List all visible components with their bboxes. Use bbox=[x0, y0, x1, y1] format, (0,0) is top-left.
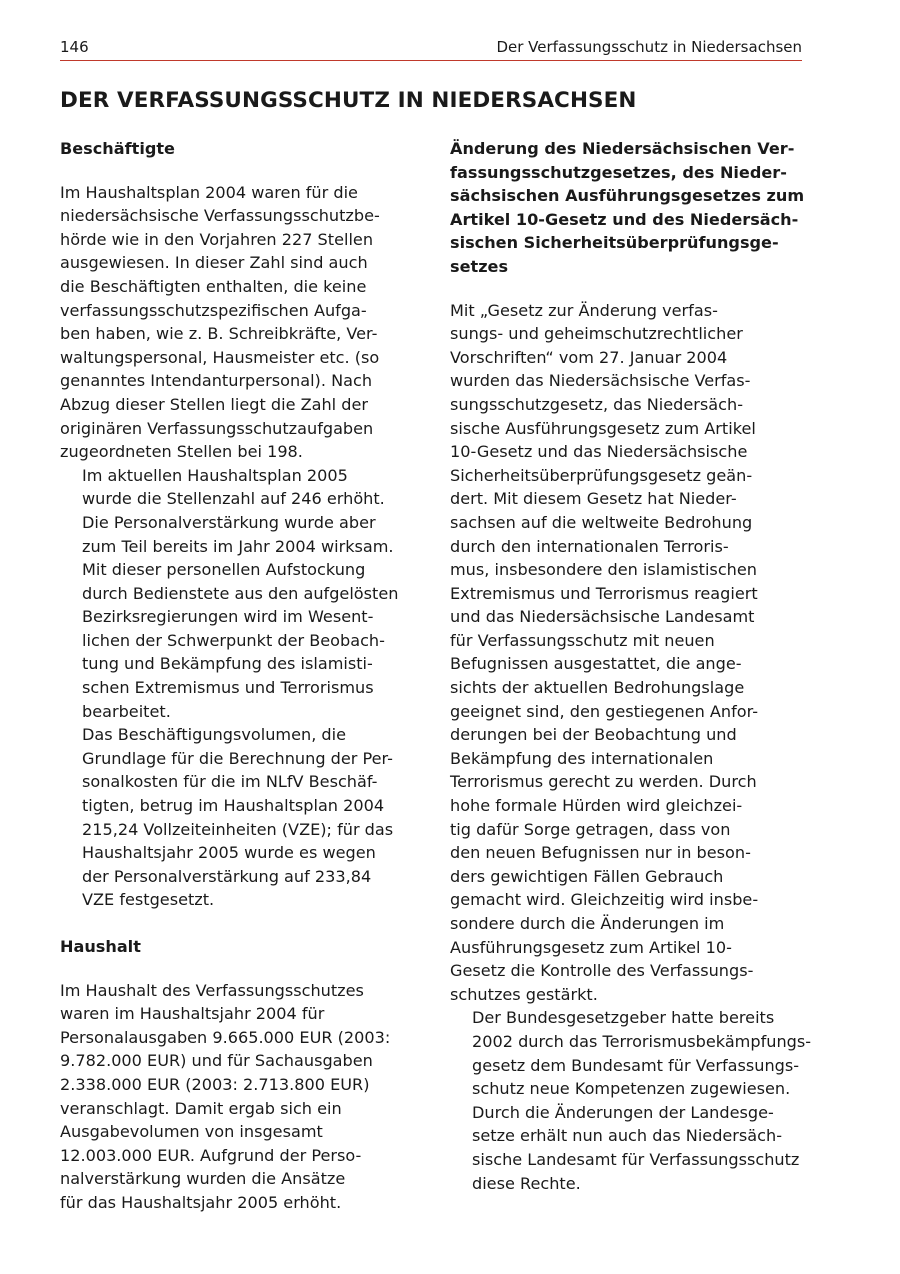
text-line: hohe formale Hürden wird gleichzei- bbox=[450, 796, 743, 816]
text-line: schutz neue Kompetenzen zugewiesen. bbox=[472, 1079, 791, 1099]
text-line: und das Niedersächsische Landesamt bbox=[450, 607, 755, 627]
text-line: niedersächsische Verfassungsschutzbe- bbox=[60, 206, 380, 226]
text-line: wurde die Stellenzahl auf 246 erhöht. bbox=[82, 489, 385, 509]
text-line: Artikel 10-Gesetz und des Niedersäch- bbox=[450, 209, 799, 229]
text-line: Terrorismus gerecht zu werden. Durch bbox=[450, 772, 757, 792]
text-line: die Beschäftigten enthalten, die keine bbox=[60, 276, 367, 296]
text-line: Gesetz die Kontrolle des Verfassungs- bbox=[450, 961, 754, 981]
page-header bbox=[60, 36, 802, 61]
text-line: durch den internationalen Terroris- bbox=[450, 536, 729, 556]
section-heading-haushalt: Haushalt bbox=[60, 937, 141, 956]
text-line: tung und Bekämpfung des islamisti- bbox=[82, 654, 373, 674]
text-line: den neuen Befugnissen nur in beson- bbox=[450, 843, 751, 863]
text-line: Mit dieser personellen Aufstockung bbox=[82, 560, 366, 580]
text-line: Mit „Gesetz zur Änderung verfas- bbox=[450, 300, 718, 320]
left-column bbox=[60, 137, 418, 1215]
text-line: Personalausgaben 9.665.000 EUR (2003: bbox=[60, 1027, 391, 1047]
text-line: zum Teil bereits im Jahr 2004 wirksam. bbox=[82, 536, 394, 556]
text-line: derungen bei der Beobachtung und bbox=[450, 725, 737, 745]
text-line: sonalkosten für die im NLfV Beschäf- bbox=[82, 772, 378, 792]
text-line: schutzes gestärkt. bbox=[450, 984, 598, 1004]
text-line: sächsischen Ausführungsgesetzes zum bbox=[450, 186, 805, 206]
paragraph-stellen bbox=[60, 181, 418, 464]
text-line: fassungsschutzgesetzes, des Nieder- bbox=[450, 162, 787, 182]
paragraph-haushaltsplan-2005 bbox=[60, 464, 418, 724]
text-line: sische Landesamt für Verfassungsschutz bbox=[472, 1149, 800, 1169]
text-line: sungsschutzgesetz, das Niedersäch- bbox=[450, 394, 743, 414]
text-line: Vorschriften“ vom 27. Januar 2004 bbox=[450, 347, 728, 367]
text-line: lichen der Schwerpunkt der Beobach- bbox=[82, 630, 385, 650]
section-heading-gesetzesaenderung bbox=[450, 137, 808, 279]
text-line: veranschlagt. Damit ergab sich ein bbox=[60, 1098, 342, 1118]
right-column bbox=[450, 137, 812, 1195]
paragraph-haushalt bbox=[60, 979, 418, 1215]
text-line: 9.782.000 EUR) und für Sachausgaben bbox=[60, 1051, 373, 1071]
text-line: waltungspersonal, Hausmeister etc. (so bbox=[60, 347, 380, 367]
text-line: zugeordneten Stellen bei 198. bbox=[60, 442, 303, 462]
text-line: waren im Haushaltsjahr 2004 für bbox=[60, 1004, 325, 1024]
text-line: Grundlage für die Berechnung der Per- bbox=[82, 748, 393, 768]
text-line: originären Verfassungsschutzaufgaben bbox=[60, 418, 374, 438]
paragraph-beschaeftigungsvolumen bbox=[60, 723, 418, 912]
page-title: DER VERFASSUNGSSCHUTZ IN NIEDERSACHSEN bbox=[60, 88, 637, 113]
text-line: sische Ausführungsgesetz zum Artikel bbox=[450, 418, 756, 438]
text-line: setze erhält nun auch das Niedersäch- bbox=[472, 1126, 783, 1146]
section-heading-beschaeftigte: Beschäftigte bbox=[60, 139, 175, 158]
text-line: gemacht wird. Gleichzeitig wird insbe- bbox=[450, 890, 759, 910]
text-line: für Verfassungsschutz mit neuen bbox=[450, 630, 715, 650]
text-line: dert. Mit diesem Gesetz hat Nieder- bbox=[450, 489, 737, 509]
text-line: Haushaltsjahr 2005 wurde es wegen bbox=[82, 843, 376, 863]
text-line: mus, insbesondere den islamistischen bbox=[450, 560, 757, 580]
text-line: Durch die Änderungen der Landesge- bbox=[472, 1102, 774, 1122]
text-line: VZE festgesetzt. bbox=[82, 890, 215, 910]
text-line: Der Bundesgesetzgeber hatte bereits bbox=[472, 1008, 775, 1028]
text-line: ders gewichtigen Fällen Gebrauch bbox=[450, 866, 724, 886]
text-line: Im Haushalt des Verfassungsschutzes bbox=[60, 980, 364, 1000]
text-line: 10-Gesetz und das Niedersächsische bbox=[450, 442, 748, 462]
text-line: gesetz dem Bundesamt für Verfassungs- bbox=[472, 1055, 800, 1075]
text-line: sachsen auf die weltweite Bedrohung bbox=[450, 512, 753, 532]
text-line: bearbeitet. bbox=[82, 701, 171, 721]
text-line: tigten, betrug im Haushaltsplan 2004 bbox=[82, 796, 385, 816]
text-line: setzes bbox=[450, 256, 509, 276]
text-line: genanntes Intendanturpersonal). Nach bbox=[60, 371, 373, 391]
text-line: sichts der aktuellen Bedrohungslage bbox=[450, 678, 745, 698]
page-number: 146 bbox=[60, 38, 89, 56]
text-line: Extremismus und Terrorismus reagiert bbox=[450, 583, 758, 603]
text-line: Befugnissen ausgestattet, die ange- bbox=[450, 654, 742, 674]
text-line: Bezirksregierungen wird im Wesent- bbox=[82, 607, 374, 627]
text-line: 12.003.000 EUR. Aufgrund der Perso- bbox=[60, 1145, 362, 1165]
text-line: Bekämpfung des internationalen bbox=[450, 748, 714, 768]
text-line: Ausführungsgesetz zum Artikel 10- bbox=[450, 937, 732, 957]
text-line: tig dafür Sorge getragen, dass von bbox=[450, 819, 731, 839]
text-line: 215,24 Vollzeiteinheiten (VZE); für das bbox=[82, 819, 394, 839]
text-line: ausgewiesen. In dieser Zahl sind auch bbox=[60, 253, 368, 273]
paragraph-bundesgesetzgeber bbox=[450, 1006, 812, 1195]
text-line: der Personalverstärkung auf 233,84 bbox=[82, 866, 372, 886]
text-line: Die Personalverstärkung wurde aber bbox=[82, 512, 376, 532]
text-line: Im Haushaltsplan 2004 waren für die bbox=[60, 182, 358, 202]
text-line: Abzug dieser Stellen liegt die Zahl der bbox=[60, 394, 368, 414]
text-line: Ausgabevolumen von insgesamt bbox=[60, 1122, 323, 1142]
text-line: Im aktuellen Haushaltsplan 2005 bbox=[82, 465, 348, 485]
text-line: für das Haushaltsjahr 2005 erhöht. bbox=[60, 1192, 342, 1212]
text-line: Änderung des Niedersächsischen Ver- bbox=[450, 139, 795, 158]
text-line: 2002 durch das Terrorismusbekämpfungs- bbox=[472, 1031, 812, 1051]
text-line: ben haben, wie z. B. Schreibkräfte, Ver- bbox=[60, 324, 378, 344]
text-line: wurden das Niedersächsische Verfas- bbox=[450, 371, 751, 391]
text-line: durch Bedienstete aus den aufgelösten bbox=[82, 583, 399, 603]
paragraph-gesetzesaenderung bbox=[450, 299, 808, 1007]
running-title: Der Verfassungsschutz in Niedersachsen bbox=[496, 38, 802, 56]
text-line: sungs- und geheimschutzrechtlicher bbox=[450, 324, 743, 344]
text-line: sondere durch die Änderungen im bbox=[450, 914, 725, 933]
text-line: schen Extremismus und Terrorismus bbox=[82, 678, 374, 698]
text-line: verfassungsschutzspezifischen Aufga- bbox=[60, 300, 367, 320]
text-line: sischen Sicherheitsüberprüfungsge- bbox=[450, 233, 779, 253]
text-line: nalverstärkung wurden die Ansätze bbox=[60, 1169, 346, 1189]
text-line: diese Rechte. bbox=[472, 1173, 581, 1193]
text-line: hörde wie in den Vorjahren 227 Stellen bbox=[60, 229, 374, 249]
text-line: 2.338.000 EUR (2003: 2.713.800 EUR) bbox=[60, 1074, 370, 1094]
text-line: geeignet sind, den gestiegenen Anfor- bbox=[450, 701, 759, 721]
text-line: Das Beschäftigungsvolumen, die bbox=[82, 725, 347, 745]
text-line: Sicherheitsüberprüfungsgesetz geän- bbox=[450, 465, 753, 485]
